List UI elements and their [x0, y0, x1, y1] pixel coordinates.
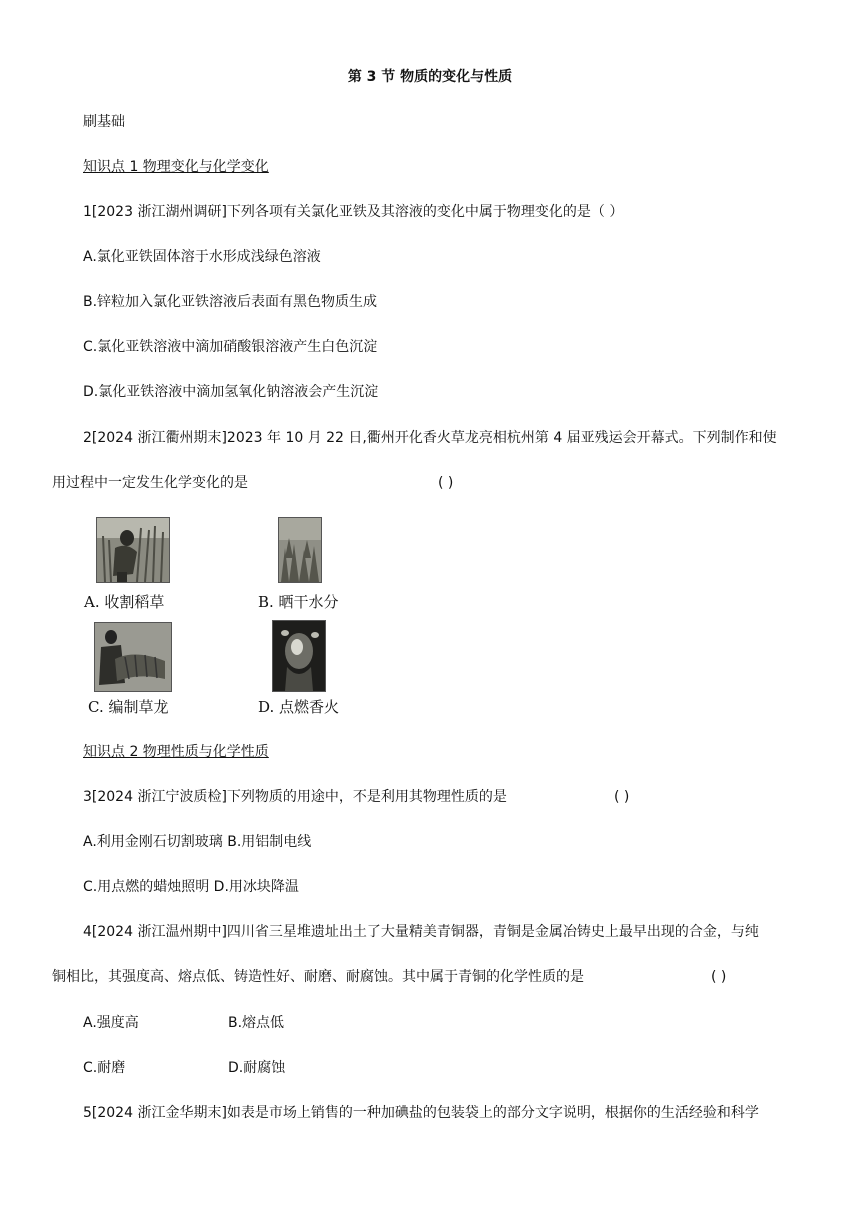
page-title: 第 3 节 物质的变化与性质	[347, 69, 513, 85]
lighting-incense-photo	[272, 620, 326, 692]
knowledge-point-1: 知识点 1 物理变化与化学变化	[83, 159, 269, 175]
question-3-answer-paren: ( )	[614, 789, 630, 805]
caption-d: D. 点燃香火	[258, 698, 340, 716]
drying-straw-photo	[278, 517, 322, 583]
question-1-option-c: C.氯化亚铁溶液中滴加硝酸银溶液产生白色沉淀	[83, 339, 378, 355]
question-2-answer-paren: ( )	[438, 475, 454, 491]
question-3-stem: 3[2024 浙江宁波质检]下列物质的用途中，不是利用其物理性质的是	[83, 789, 507, 805]
question-1-option-d: D.氯化亚铁溶液中滴加氢氧化钠溶液会产生沉淀	[83, 384, 379, 400]
question-1-option-b: B.锌粒加入氯化亚铁溶液后表面有黑色物质生成	[83, 294, 378, 310]
question-4-option-b: B.熔点低	[228, 1015, 285, 1031]
harvest-straw-photo	[96, 517, 170, 583]
question-5-stem-line1: 5[2024 浙江金华期末]如表是市场上销售的一种加碘盐的包装袋上的部分文字说明，根据你的生活经验和科学	[83, 1105, 759, 1121]
caption-b: B. 晒干水分	[258, 593, 339, 611]
question-2-stem-line2: 用过程中一定发生化学变化的是	[52, 475, 248, 491]
caption-a: A. 收割稻草	[84, 593, 165, 611]
question-4-answer-paren: ( )	[711, 969, 727, 985]
question-3-options-ab: A.利用金刚石切割玻璃 B.用铝制电线	[83, 834, 312, 850]
question-4-option-d: D.耐腐蚀	[228, 1060, 286, 1076]
weaving-dragon-photo	[94, 622, 172, 692]
question-4-stem-line2: 铜相比，其强度高、熔点低、铸造性好、耐磨、耐腐蚀。其中属于青铜的化学性质的是	[52, 969, 584, 985]
question-2-stem-line1: 2[2024 浙江衢州期末]2023 年 10 月 22 日,衢州开化香火草龙亮相杭州第 4 届亚残运会开幕式。下列制作和使	[83, 430, 777, 446]
question-4-stem-line1: 4[2024 浙江温州期中]四川省三星堆遗址出土了大量精美青铜器，青铜是金属冶铸史上最早出现的合金，与纯	[83, 924, 759, 940]
question-1-option-a: A.氯化亚铁固体溶于水形成浅绿色溶液	[83, 249, 321, 265]
question-4-option-c: C.耐磨	[83, 1060, 126, 1076]
question-4-option-a: A.强度高	[83, 1015, 139, 1031]
section-heading: 刷基础	[83, 114, 125, 130]
caption-c: C. 编制草龙	[88, 698, 169, 716]
question-1-stem: 1[2023 浙江湖州调研]下列各项有关氯化亚铁及其溶液的变化中属于物理变化的是（ ）	[83, 204, 624, 220]
question-3-options-cd: C.用点燃的蜡烛照明 D.用冰块降温	[83, 879, 299, 895]
knowledge-point-2: 知识点 2 物理性质与化学性质	[83, 744, 269, 760]
